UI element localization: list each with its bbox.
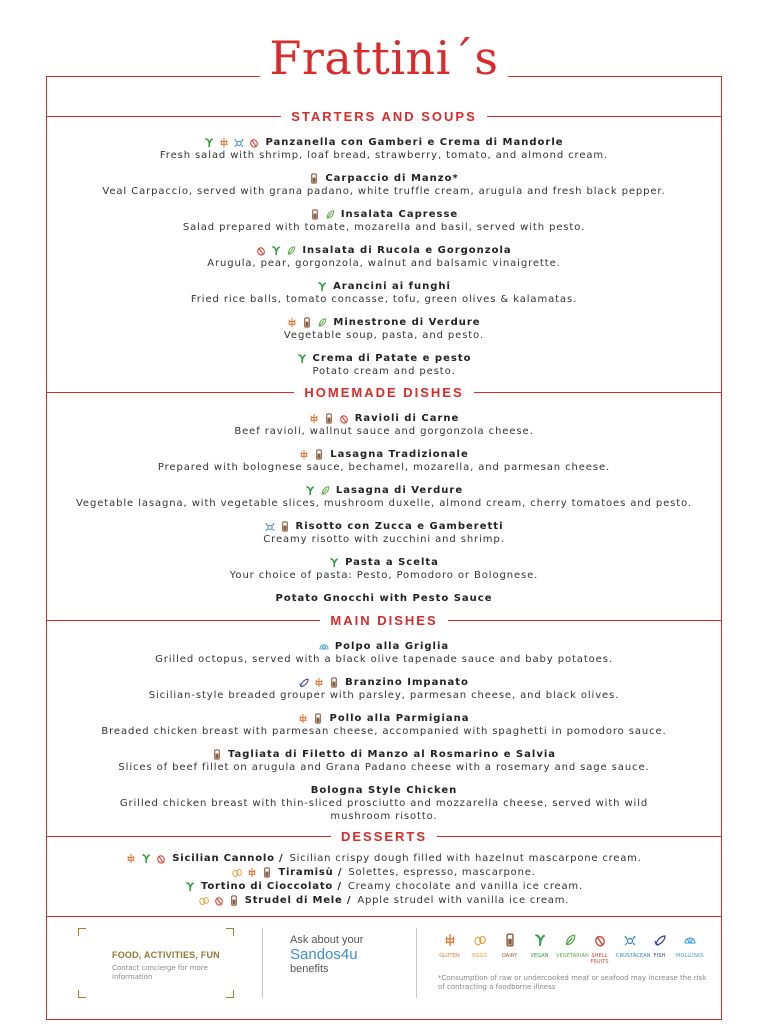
menu-item-heading	[47, 316, 721, 329]
crustacean-icon	[265, 521, 275, 532]
dessert-item	[47, 894, 721, 907]
menu-item	[47, 676, 721, 702]
menu-item-name: Minestrone di Verdure	[333, 317, 481, 328]
crustacean-icon	[624, 933, 636, 947]
legend-label: MOLLUSKS	[676, 953, 704, 959]
allergen-icons	[232, 867, 272, 878]
allergen-icons	[299, 449, 324, 460]
legend-item	[616, 932, 651, 965]
dairy-icon	[313, 713, 323, 724]
menu-item-description: Vegetable soup, pasta, and pesto.	[283, 330, 485, 341]
menu-item-heading	[47, 712, 721, 725]
nuts-icon	[256, 245, 266, 256]
allergen-icons	[297, 353, 307, 364]
legend-label: DAIRY	[501, 953, 518, 959]
allergen-icons	[329, 557, 339, 568]
menu-item-name: Lasagna di Verdure	[335, 485, 464, 496]
section-starters	[47, 107, 721, 125]
menu-item-description: Potato cream and pesto.	[312, 366, 456, 377]
menu-item-description: Breaded chicken breast with parmesan cheese, accompanied with spaghetti in pomodoro sauce.	[101, 726, 667, 737]
menu-item-name: Polpo alla Griglia	[334, 641, 450, 652]
menu-item-name: Lasagna Tradizionale	[330, 449, 469, 460]
menu-item-description: Fresh salad with shrimp, loaf bread, strawberry, tomato, and almond cream.	[159, 150, 609, 161]
menu-item-heading	[47, 136, 721, 149]
menu-item-description: Slices of beef fillet on arugula and Grana Padano cheese with a rosemary and sage sauce.	[118, 762, 650, 773]
allergen-icons	[309, 173, 319, 184]
menu-item-description: Grilled chicken breast with thin-sliced prosciutto and mozzarella cheese, served with wild	[119, 798, 649, 809]
legend-item	[496, 932, 523, 965]
vegan-icon	[297, 353, 307, 364]
gluten-icon	[247, 867, 257, 878]
legend-label: EGGS	[472, 953, 487, 959]
menu-item-description: Your choice of pasta: Pesto, Pomodoro or Bolognese.	[229, 570, 539, 581]
menu-item-heading	[47, 520, 721, 533]
vegetarian-icon	[286, 245, 296, 256]
dessert-description: Creamy chocolate and vanilla ice cream.	[347, 881, 583, 892]
vegan-icon	[305, 485, 315, 496]
dessert-name: Tiramisù /	[278, 867, 343, 878]
menu-item-name: Insalata di Rucola e Gorgonzola	[302, 245, 512, 256]
menu-item-heading	[47, 640, 721, 653]
legend-item	[646, 932, 673, 965]
menu-item-heading	[47, 676, 721, 689]
section-title: MAIN DISHES	[330, 612, 438, 628]
menu-item-description: Fried rice balls, tomato concasse, tofu, green olives & kalamatas.	[190, 294, 578, 305]
section-desserts	[47, 827, 721, 845]
legend-label: CRUSTACEAN	[616, 953, 651, 959]
allergen-icons	[298, 713, 323, 724]
menu-item-name: Arancini ai funghi	[333, 281, 451, 292]
menu-item-description: Grilled octopus, served with a black olive tapenade sauce and baby potatoes.	[155, 654, 613, 665]
allergen-icons	[185, 881, 195, 892]
menu-item-name: Ravioli di Carne	[354, 413, 460, 424]
menu-item-heading	[47, 448, 721, 461]
mollusk-icon	[684, 933, 696, 947]
gluten-icon	[126, 853, 136, 864]
section-title: DESSERTS	[340, 828, 428, 844]
section-title: STARTERS AND SOUPS	[291, 108, 477, 124]
legend-label: SHELL FRUITS	[590, 953, 609, 965]
menu-item	[47, 316, 721, 342]
dessert-name: Strudel di Mele /	[244, 895, 352, 906]
section-main	[47, 611, 721, 629]
menu-item	[47, 556, 721, 582]
nuts-icon	[339, 413, 349, 424]
menu-item-heading	[47, 484, 721, 497]
dairy-icon	[309, 173, 319, 184]
legend-item	[586, 932, 613, 965]
raw-food-disclaimer: *Consumption of raw or undercooked meat or seafood may increase the risk of contracting a foodborne illness	[438, 974, 707, 991]
menu-item-description: Prepared with bolognese sauce, bechamel, mozarella, and parmesan cheese.	[157, 462, 611, 473]
menu-item	[47, 412, 721, 438]
dairy-icon	[329, 677, 339, 688]
legend-label: FISH	[653, 953, 666, 959]
section-title: HOMEMADE DISHES	[304, 384, 464, 400]
allergen-icons	[310, 209, 335, 220]
sandos-logo: Sandos4u	[290, 946, 358, 963]
menu-item	[47, 784, 721, 823]
menu-item-name: Bologna Style Chicken	[310, 785, 458, 796]
menu-item-heading	[47, 412, 721, 425]
brand-logo: Frattini´s	[269, 31, 499, 85]
gluten-icon	[444, 933, 456, 947]
fish-icon	[299, 677, 309, 688]
vegan-icon	[141, 853, 151, 864]
promo-title: FOOD, ACTIVITIES, FUN	[112, 950, 220, 960]
dessert-description: Apple strudel with vanilla ice cream.	[357, 895, 570, 906]
menu-item-heading	[47, 208, 721, 221]
allergen-icons	[299, 677, 339, 688]
menu-item-description: Salad prepared with tomate, mozarella and basil, served with pesto.	[182, 222, 586, 233]
legend-label: GLUTEN	[439, 953, 460, 959]
menu-item-description: mushroom risotto.	[330, 811, 438, 822]
sandos-benefits	[290, 934, 406, 975]
gluten-icon	[314, 677, 324, 688]
vegan-icon	[185, 881, 195, 892]
vegetarian-icon	[564, 933, 576, 947]
vegetarian-icon	[320, 485, 330, 496]
gluten-icon	[298, 713, 308, 724]
allergen-icons	[317, 281, 327, 292]
menu-item	[47, 748, 721, 774]
vegan-icon	[534, 933, 546, 947]
mollusk-icon	[319, 641, 329, 652]
allergen-icons	[256, 245, 296, 256]
menu-item-name: Crema di Patate e pesto	[312, 353, 472, 364]
legend-label: VEGETARIAN	[556, 953, 589, 959]
footer-rule	[47, 916, 721, 917]
gluten-icon	[309, 413, 319, 424]
nuts-icon	[214, 895, 224, 906]
menu-item-heading	[47, 556, 721, 569]
vegan-icon	[317, 281, 327, 292]
dairy-icon	[310, 209, 320, 220]
sandos-benefits-label: benefits	[290, 963, 329, 975]
menu-item	[47, 172, 721, 198]
menu-item	[47, 520, 721, 546]
dessert-item	[47, 880, 721, 893]
dairy-icon	[229, 895, 239, 906]
menu-item	[47, 448, 721, 474]
menu-item-description: Creamy risotto with zucchini and shrimp.	[263, 534, 505, 545]
menu-item-name: Risotto con Zucca e Gamberetti	[295, 521, 504, 532]
menu-item-heading	[47, 592, 721, 605]
allergen-icons	[319, 641, 329, 652]
nuts-icon	[156, 853, 166, 864]
fish-icon	[654, 933, 666, 947]
vegan-icon	[204, 137, 214, 148]
gluten-icon	[219, 137, 229, 148]
menu-item	[47, 244, 721, 270]
dairy-icon	[280, 521, 290, 532]
section-homemade	[47, 383, 721, 401]
allergen-icons	[309, 413, 349, 424]
dairy-icon	[212, 749, 222, 760]
legend-item	[526, 932, 553, 965]
menu-item-heading	[47, 784, 721, 797]
legend-item	[436, 932, 463, 965]
menu-item-name: Tagliata di Filetto di Manzo al Rosmarino e Salvia	[227, 749, 557, 760]
eggs-icon	[474, 933, 486, 947]
menu-item	[47, 640, 721, 666]
gluten-icon	[299, 449, 309, 460]
allergen-icons	[305, 485, 330, 496]
vegetarian-icon	[325, 209, 335, 220]
eggs-icon	[199, 895, 209, 906]
promo-card	[78, 928, 234, 998]
menu-item-heading	[47, 172, 721, 185]
menu-item	[47, 352, 721, 378]
allergen-legend	[436, 932, 703, 965]
nuts-icon	[594, 933, 606, 947]
menu-item-heading	[47, 244, 721, 257]
menu-item	[47, 208, 721, 234]
gluten-icon	[287, 317, 297, 328]
dessert-name: Tortino di Cioccolato /	[201, 881, 342, 892]
dessert-description: Sicilian crispy dough filled with hazelnut mascarpone cream.	[289, 853, 642, 864]
menu-item-heading	[47, 280, 721, 293]
menu-item-name: Potato Gnocchi with Pesto Sauce	[275, 593, 493, 604]
allergen-icons	[265, 521, 290, 532]
dessert-item	[47, 866, 721, 879]
menu-item-description: Beef ravioli, wallnut sauce and gorgonzola cheese.	[234, 426, 534, 437]
vegan-icon	[329, 557, 339, 568]
footer-divider	[262, 928, 263, 998]
allergen-icons	[212, 749, 222, 760]
nuts-icon	[249, 137, 259, 148]
legend-item	[556, 932, 589, 965]
promo-subtitle: Contact concierge for more information	[112, 964, 208, 981]
menu-item-name: Pasta a Scelta	[345, 557, 439, 568]
dairy-icon	[324, 413, 334, 424]
allergen-icons	[204, 137, 259, 148]
menu-item-name: Carpaccio di Manzo*	[325, 173, 459, 184]
footer-divider	[416, 928, 417, 998]
eggs-icon	[232, 867, 242, 878]
menu-item-heading	[47, 352, 721, 365]
legend-item	[676, 932, 703, 965]
legend-label: VEGAN	[530, 953, 549, 959]
dessert-item	[47, 852, 721, 865]
menu-item-heading	[47, 748, 721, 761]
allergen-icons	[287, 317, 327, 328]
menu-item-description: Sicilian-style breaded grouper with parsley, parmesan cheese, and black olives.	[148, 690, 620, 701]
menu-item-description: Vegetable lasagna, with vegetable slices, mushroom duxelle, almond cream, cherry tomatoes and pesto.	[75, 498, 693, 509]
menu-item	[47, 592, 721, 605]
vegetarian-icon	[317, 317, 327, 328]
dessert-name: Sicilian Cannolo /	[172, 853, 284, 864]
menu-item-name: Insalata Capresse	[340, 209, 459, 220]
dairy-icon	[504, 933, 516, 947]
dairy-icon	[262, 867, 272, 878]
menu-item	[47, 280, 721, 306]
dairy-icon	[314, 449, 324, 460]
menu-item-description: Veal Carpaccio, served with grana padano, white truffle cream, arugula and fresh black pepper.	[102, 186, 666, 197]
menu-item-description: Arugula, pear, gorgonzola, walnut and balsamic vinaigrette.	[207, 258, 561, 269]
menu-item	[47, 136, 721, 162]
menu-item-name: Pollo alla Parmigiana	[329, 713, 470, 724]
dessert-description: Solettes, espresso, mascarpone.	[348, 867, 536, 878]
legend-item	[466, 932, 493, 965]
dairy-icon	[302, 317, 312, 328]
menu-item-name: Panzanella con Gamberi e Crema di Mandorle	[265, 137, 564, 148]
allergen-icons	[126, 853, 166, 864]
allergen-icons	[199, 895, 239, 906]
crustacean-icon	[234, 137, 244, 148]
menu-item-name: Branzino Impanato	[345, 677, 469, 688]
vegan-icon	[271, 245, 281, 256]
sandos-ask: Ask about your	[290, 934, 364, 946]
menu-item	[47, 712, 721, 738]
menu-item	[47, 484, 721, 510]
